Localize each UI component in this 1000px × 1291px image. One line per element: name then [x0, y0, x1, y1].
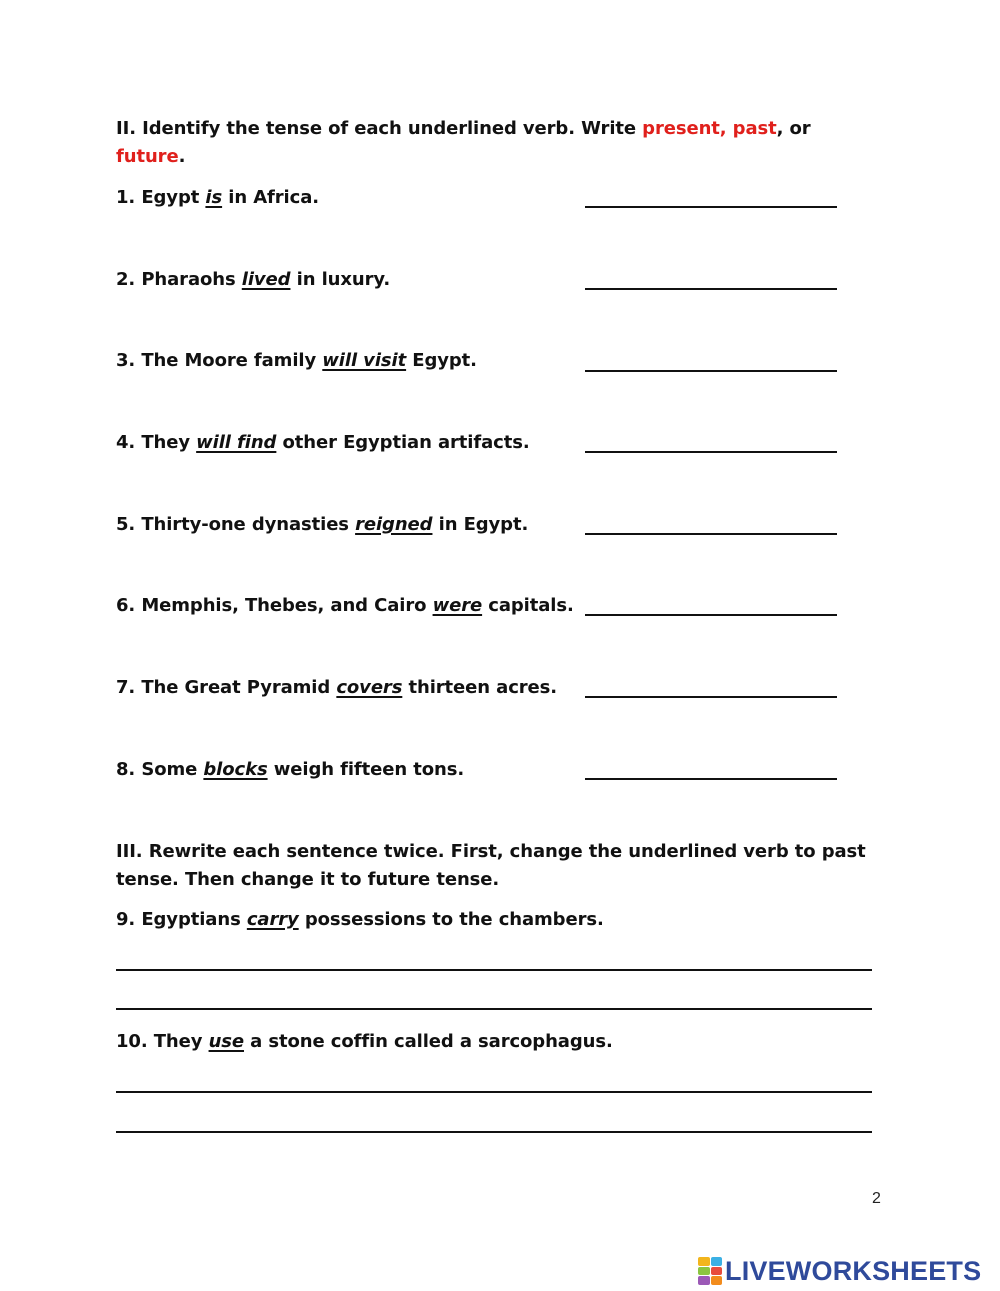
answer-line-1[interactable] [585, 206, 837, 208]
question-6: 6. Memphis, Thebes, and Cairo were capitals. [116, 595, 574, 616]
page-number: 2 [872, 1190, 881, 1207]
answer-line-9-future[interactable] [116, 1008, 872, 1010]
underlined-verb: will find [196, 432, 277, 453]
answer-line-10-past[interactable] [116, 1091, 872, 1093]
section-3-instruction: III. Rewrite each sentence twice. First, change the underlined verb to past [116, 841, 866, 862]
underlined-verb: reigned [355, 514, 433, 535]
question-9: 9. Egyptians carry possessions to the chambers. [116, 909, 604, 930]
question-1: 1. Egypt is in Africa. [116, 187, 319, 208]
highlight-future: future [116, 146, 179, 167]
underlined-verb: carry [246, 909, 299, 930]
answer-line-4[interactable] [585, 451, 837, 453]
answer-line-2[interactable] [585, 288, 837, 290]
question-4: 4. They will find other Egyptian artifacts. [116, 432, 530, 453]
underlined-verb: is [205, 187, 223, 208]
underlined-verb: were [432, 595, 483, 616]
section-3-instruction-cont: tense. Then change it to future tense. [116, 869, 500, 890]
answer-line-3[interactable] [585, 370, 837, 372]
question-5: 5. Thirty-one dynasties reigned in Egypt. [116, 514, 529, 535]
highlight-present-past: present, past [642, 118, 777, 139]
answer-line-10-future[interactable] [116, 1131, 872, 1133]
answer-line-8[interactable] [585, 778, 837, 780]
question-2: 2. Pharaohs lived in luxury. [116, 269, 391, 290]
underlined-verb: covers [336, 677, 403, 698]
brand-name: LIVEWORKSHEETS [725, 1255, 982, 1286]
answer-line-7[interactable] [585, 696, 837, 698]
answer-line-6[interactable] [585, 614, 837, 616]
underlined-verb: will visit [322, 350, 407, 371]
question-7: 7. The Great Pyramid covers thirteen acres. [116, 677, 557, 698]
section-2-instruction: II. Identify the tense of each underlined verb. Write present, past, or [116, 118, 811, 139]
question-10: 10. They use a stone coffin called a sarcophagus. [116, 1031, 613, 1052]
underlined-verb: lived [241, 269, 291, 290]
section-2-instruction-cont: future. [116, 146, 186, 167]
liveworksheets-brand[interactable] [698, 1255, 981, 1287]
underlined-verb: blocks [203, 759, 268, 780]
liveworksheets-logo-icon [698, 1257, 722, 1285]
question-8: 8. Some blocks weigh fifteen tons. [116, 759, 465, 780]
answer-line-5[interactable] [585, 533, 837, 535]
answer-line-9-past[interactable] [116, 969, 872, 971]
question-3: 3. The Moore family will visit Egypt. [116, 350, 477, 371]
underlined-verb: use [208, 1031, 244, 1052]
